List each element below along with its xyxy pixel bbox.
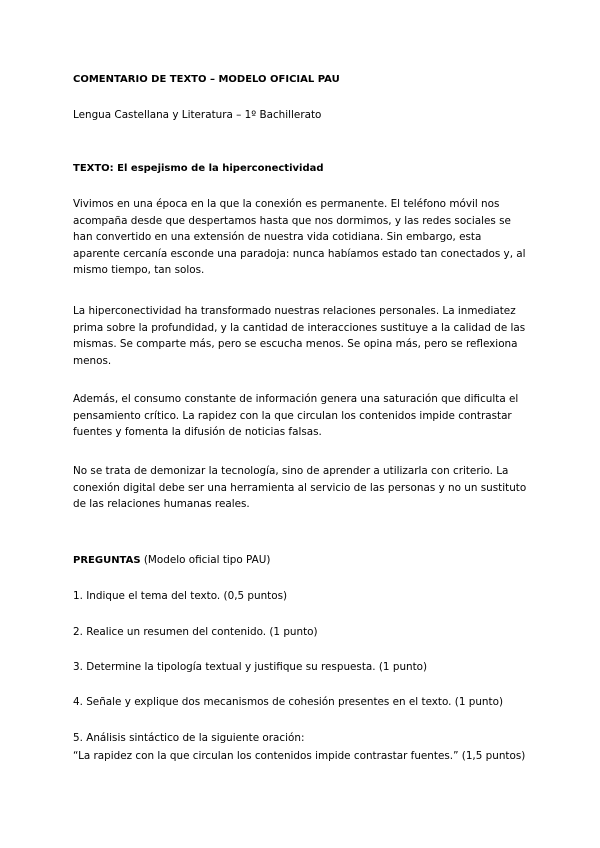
document-title: COMENTARIO DE TEXTO – MODELO OFICIAL PAU [73,74,340,85]
questions-subheading: (Modelo oficial tipo PAU) [143,554,271,566]
document-subtitle: Lengua Castellana y Literatura – 1º Bachillerato [73,109,322,121]
question-1: 1. Indique el tema del texto. (0,5 puntos) [73,590,288,602]
question-5: 5. Análisis sintáctico de la siguiente oración: [73,732,305,744]
paragraph-2: La hiperconectividad ha transformado nuestras relaciones personales. La inmediatez prima sobre la profundidad, y la cantidad de interacciones sustituye a la calidad de las mismas. Se comparte más, pero se escucha menos. Se opina más, pero se reflexiona menos. [73,305,526,367]
question-3: 3. Determine la tipología textual y justifique su respuesta. (1 punto) [73,661,428,673]
paragraph-3: Además, el consumo constante de información genera una saturación que dificulta el pensamiento crítico. La rapidez con la que circulan los contenidos impide contrastar fuentes y fomenta la difusión de noticias falsas. [73,393,519,439]
paragraph-1: Vivimos en una época en la que la conexión es permanente. El teléfono móvil nos acompaña desde que despertamos hasta que nos dormimos, y las redes sociales se han convertido en una extensión de nuestra vida cotidiana. Sin embargo, esta aparente cercanía esconde una paradoja: nunca habíamos estado tan conectados y, al mismo tiempo, tan solos. [73,198,526,277]
question-5-sentence: “La rapidez con la que circulan los contenidos impide contrastar fuentes.” (1,5 puntos) [73,750,526,762]
question-4: 4. Señale y explique dos mecanismos de cohesión presentes en el texto. (1 punto) [73,696,504,708]
paragraph-4: No se trata de demonizar la tecnología, sino de aprender a utilizarla con criterio. La conexión digital debe ser una herramienta al servicio de las personas y no un sustituto de las relaciones humanas reales. [73,465,527,511]
questions-heading-line [73,553,270,568]
questions-heading: PREGUNTAS [73,555,141,566]
text-heading: TEXTO: El espejismo de la hiperconectividad [73,163,324,174]
question-2: 2. Realice un resumen del contenido. (1 punto) [73,626,318,638]
